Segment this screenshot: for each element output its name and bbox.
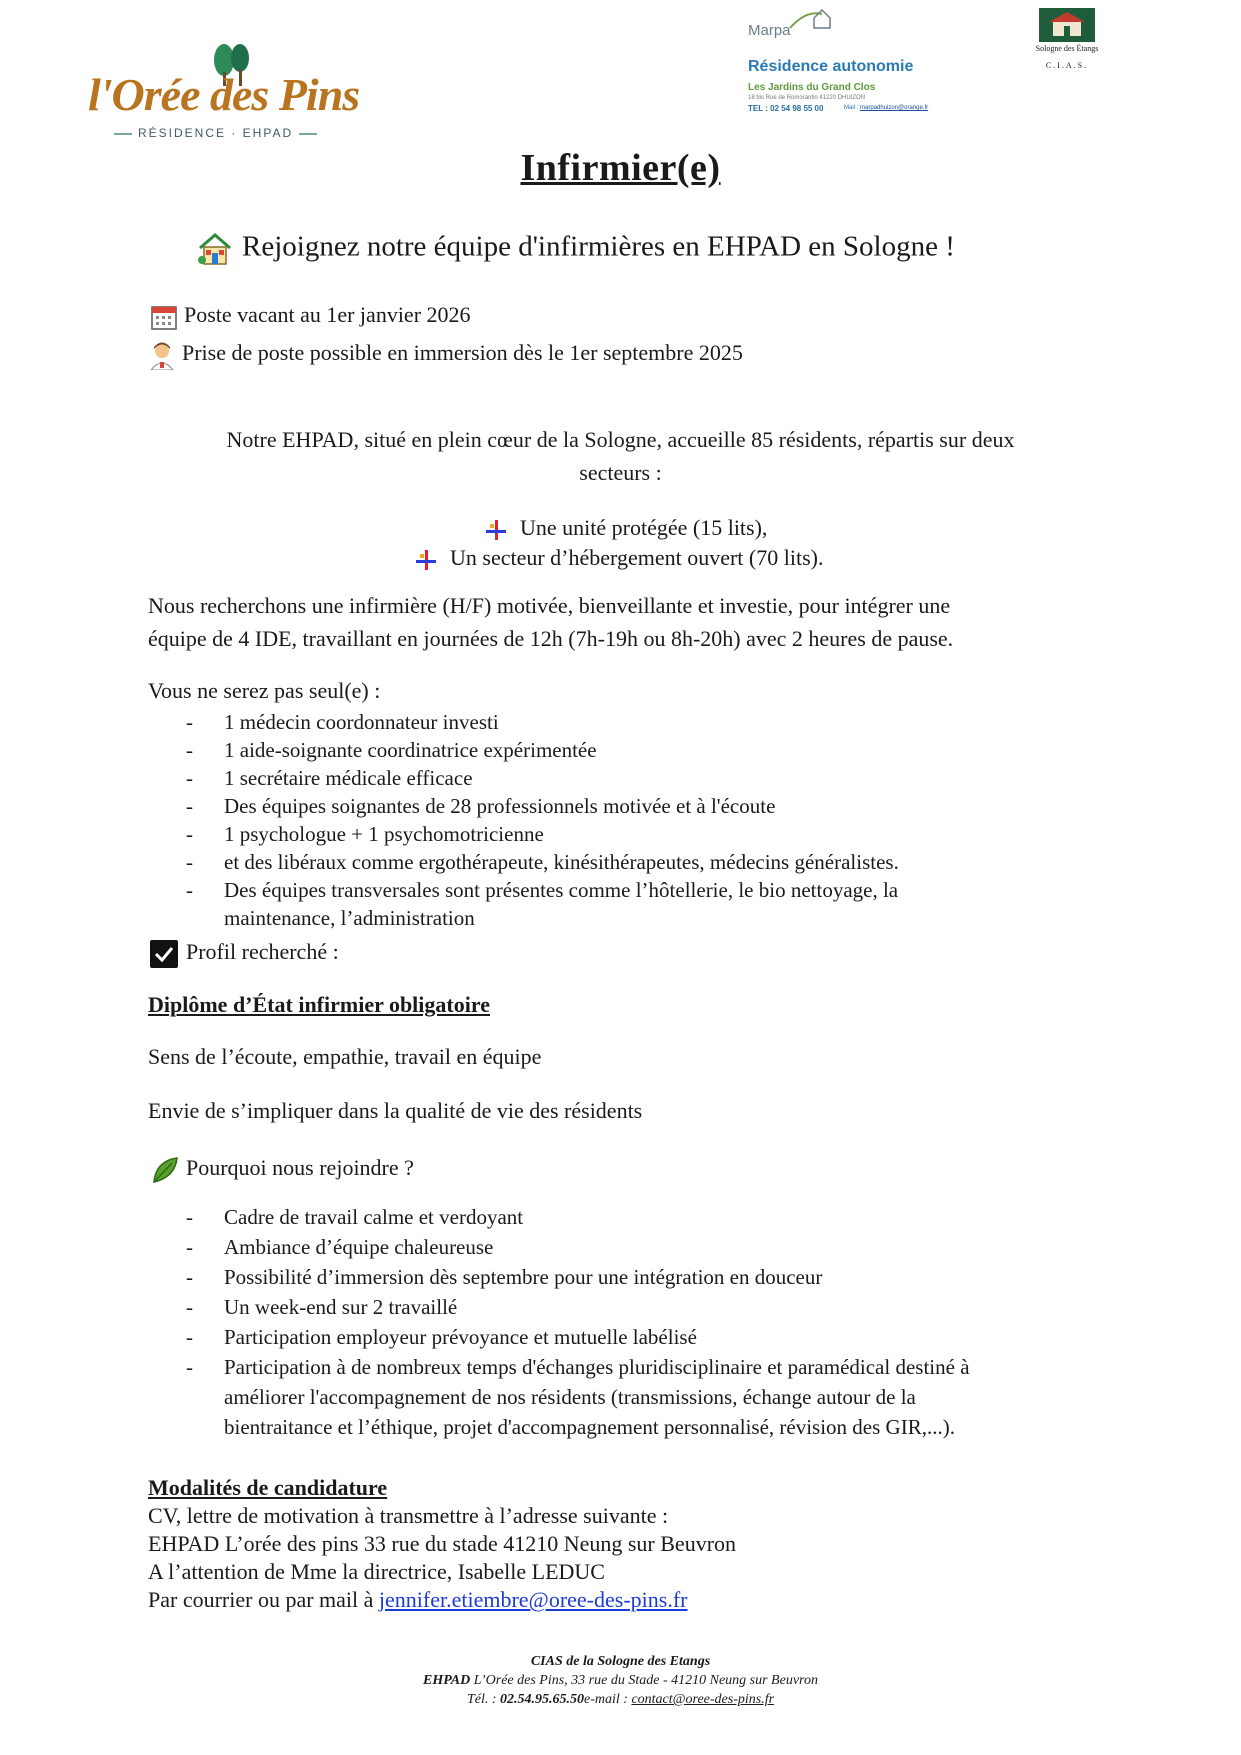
- sector-item: Un secteur d’hébergement ouvert (70 lits).: [416, 545, 823, 571]
- oree-brand-text: l'Orée des Pins: [88, 69, 360, 120]
- intro-line-2: secteurs :: [579, 460, 662, 485]
- headline: Rejoignez notre équipe d'infirmières en EHPAD en Sologne !: [196, 230, 955, 268]
- house-icon: [196, 230, 234, 268]
- nurse-icon: [148, 340, 176, 370]
- list-item: - Participation à de nombreux temps d'échanges pluridisciplinaire et paramédical destiné à: [186, 1355, 970, 1379]
- footer-line-3: Tél. : 02.54.95.65.50e-mail : contact@oree-des-pins.fr: [466, 1692, 775, 1707]
- email-link[interactable]: jennifer.etiembre@oree-des-pins.fr: [378, 1587, 688, 1612]
- leaf-icon: [150, 1155, 180, 1185]
- house-roof-icon: [788, 6, 834, 32]
- footer-email-link[interactable]: contact@oree-des-pins.fr: [631, 1692, 775, 1707]
- immersion-line: Prise de poste possible en immersion dès le 1er septembre 2025: [148, 340, 743, 370]
- page-title: Infirmier(e): [520, 147, 721, 189]
- why-label: Pourquoi nous rejoindre ?: [150, 1155, 414, 1185]
- apply-line-2: EHPAD L’orée des pins 33 rue du stade 41210 Neung sur Beuvron: [148, 1531, 737, 1556]
- list-item: - Des équipes soignantes de 28 professionnels motivée et à l'écoute: [186, 794, 776, 818]
- list-item: - 1 aide-soignante coordinatrice expérimentée: [186, 738, 597, 762]
- list-item: - Cadre de travail calme et verdoyant: [186, 1205, 524, 1229]
- qualities-line: Sens de l’écoute, empathie, travail en équipe: [148, 1044, 542, 1069]
- vacancy-line: Poste vacant au 1er janvier 2026: [150, 302, 471, 331]
- list-item-continuation: bientraitance et l’éthique, projet d'accompagnement personnalisé, révision des GIR,...).: [224, 1415, 955, 1439]
- marpa-logo: [748, 6, 968, 116]
- involvement-line: Envie de s’impliquer dans la qualité de vie des résidents: [148, 1098, 643, 1123]
- search-line-2: équipe de 4 IDE, travaillant en journées de 12h (7h-19h ou 8h-20h) avec 2 heures de pause.: [148, 626, 954, 651]
- intro-line-1: Notre EHPAD, situé en plein cœur de la Sologne, accueille 85 résidents, répartis sur deux: [226, 427, 1015, 452]
- list-item-continuation: maintenance, l’administration: [224, 906, 475, 930]
- why-list: [186, 1202, 970, 1442]
- apply-line-3: A l’attention de Mme la directrice, Isabelle LEDUC: [148, 1559, 605, 1584]
- marpa-address: 18 bis Rue de Romorantin 41220 DHUIZON: [748, 95, 866, 101]
- cias-name: Sologne des Étangs: [1035, 44, 1099, 53]
- marpa-residence: Résidence autonomie: [748, 58, 914, 75]
- apply-line-4: Par courrier ou par mail à jennifer.etiembre@oree-des-pins.fr: [148, 1587, 688, 1612]
- cias-emblem-icon: [1039, 8, 1095, 42]
- list-item: - Possibilité d’immersion dès septembre pour une intégration en douceur: [186, 1265, 823, 1289]
- apply-heading: Modalités de candidature: [148, 1475, 388, 1500]
- marpa-name: Marpa: [748, 22, 791, 39]
- oree-subtitle: RÉSIDENCE · EHPAD: [108, 126, 323, 140]
- list-item: - Des équipes transversales sont présentes comme l’hôtellerie, le bio nettoyage, la: [186, 878, 899, 902]
- list-item: - Participation employeur prévoyance et mutuelle labélisé: [186, 1325, 697, 1349]
- marpa-jardins: Les Jardins du Grand Clos: [748, 82, 876, 93]
- sector-item: Une unité protégée (15 lits),: [486, 515, 767, 541]
- checkmark-icon: [150, 940, 178, 968]
- footer-line-1: CIAS de la Sologne des Etangs: [530, 1654, 711, 1669]
- marpa-mail: Mail : marpadhuizon@orange.fr: [844, 105, 929, 111]
- list-item-continuation: améliorer l'accompagnement de nos résidents (transmissions, échange autour de la: [224, 1385, 916, 1409]
- calendar-icon: [150, 303, 178, 331]
- apply-line-1: CV, lettre de motivation à transmettre à l’adresse suivante :: [148, 1503, 669, 1528]
- footer: [0, 1652, 1241, 1709]
- list-item: - 1 médecin coordonnateur investi: [186, 710, 499, 734]
- search-line-1: Nous recherchons une infirmière (H/F) motivée, bienveillante et investie, pour intégrer une: [148, 593, 951, 618]
- list-item: - Un week-end sur 2 travaillé: [186, 1295, 458, 1319]
- cross-icon: [486, 520, 506, 540]
- list-item: - 1 secrétaire médicale efficace: [186, 766, 473, 790]
- list-item: - Ambiance d’équipe chaleureuse: [186, 1235, 494, 1259]
- marpa-tel: TEL : 02 54 98 55 00: [748, 104, 824, 113]
- cias-logo: [1032, 8, 1102, 78]
- profile-label: Profil recherché :: [150, 939, 339, 968]
- cross-icon: [416, 550, 436, 570]
- list-item: - et des libéraux comme ergothérapeute, kinésithérapeutes, médecins généralistes.: [186, 850, 899, 874]
- list-item: - 1 psychologue + 1 psychomotricienne: [186, 822, 544, 846]
- footer-line-2: EHPAD L’Orée des Pins, 33 rue du Stade - 41210 Neung sur Beuvron: [423, 1673, 818, 1688]
- cias-acronym: C.I.A.S.: [1045, 61, 1089, 70]
- team-list: [186, 708, 899, 932]
- not-alone-label: Vous ne serez pas seul(e) :: [148, 678, 381, 703]
- diploma-requirement: Diplôme d’État infirmier obligatoire: [148, 992, 490, 1017]
